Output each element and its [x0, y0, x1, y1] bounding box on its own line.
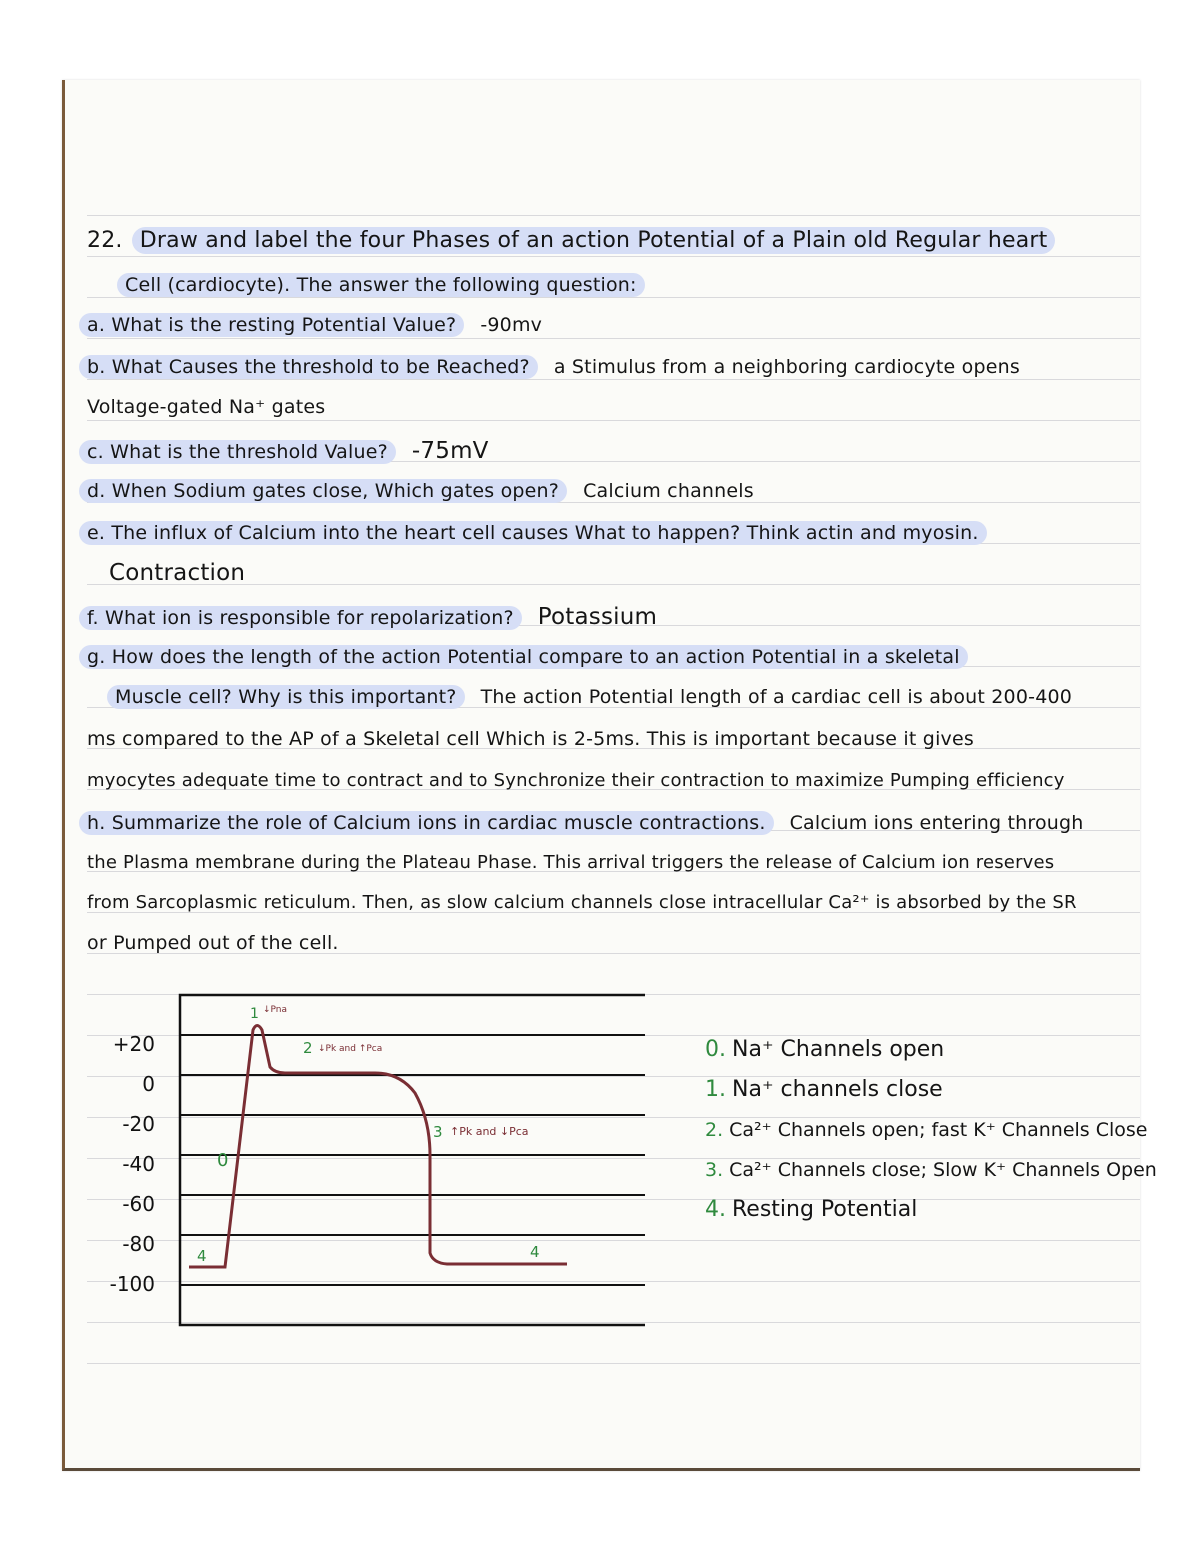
phase-0-label: 0: [217, 1150, 229, 1171]
item-e: [87, 522, 987, 544]
legend-text: Resting Potential: [732, 1197, 918, 1222]
phase-1-note: ↓Pna: [263, 1005, 288, 1015]
legend-number: 1.: [705, 1077, 726, 1102]
y-tick-label: 0: [142, 1072, 155, 1096]
item-h-cont-3: [87, 932, 339, 954]
phase-4-label: 4: [197, 1247, 207, 1265]
ruled-line: [87, 297, 1140, 298]
item-a-question: a. What is the resting Potential Value?: [79, 313, 464, 337]
y-tick-label: -100: [109, 1272, 155, 1296]
item-d-answer: Calcium channels: [583, 480, 754, 502]
notebook-page: [62, 80, 1157, 1471]
item-b-cont: [87, 396, 325, 418]
legend-number: 2.: [705, 1119, 724, 1141]
item-h: [87, 812, 1084, 834]
item-a: [87, 314, 542, 336]
item-h-cont-1: [87, 852, 1054, 873]
question-line-2: [125, 274, 645, 296]
item-g-cont-3: [87, 770, 1065, 791]
item-g-answer-1: The action Potential length of a cardiac cell is about 200-400: [480, 686, 1073, 708]
item-e-answer: Contraction: [109, 560, 246, 586]
item-f: [87, 604, 657, 630]
phase-2-label: 2: [303, 1039, 313, 1057]
y-tick-label: -80: [122, 1232, 155, 1256]
legend-number: 0.: [705, 1037, 726, 1062]
phase-2-note: ↓Pk and ↑Pca: [318, 1044, 383, 1054]
item-c-answer: -75mV: [411, 438, 489, 464]
legend-item: [705, 1150, 1157, 1190]
phase-legend: [705, 1030, 1157, 1230]
action-potential-graph: [85, 985, 645, 1345]
ruled-line: [87, 215, 1140, 216]
action-potential-curve: [189, 1026, 567, 1268]
legend-item: [705, 1190, 1157, 1230]
legend-text: Na⁺ channels close: [732, 1077, 943, 1102]
item-h-question: h. Summarize the role of Calcium ions in cardiac muscle contractions.: [79, 811, 774, 835]
y-tick-label: -20: [122, 1112, 155, 1136]
item-f-answer: Potassium: [537, 604, 658, 630]
question-text-2: Cell (cardiocyte). The answer the following question:: [117, 273, 645, 297]
ruled-line: [87, 420, 1140, 421]
item-h-answer-4: or Pumped out of the cell.: [87, 932, 339, 954]
item-g-cont-1: [115, 686, 1072, 708]
legend-number: 4.: [705, 1197, 726, 1222]
item-d: [87, 480, 754, 502]
item-c-question: c. What is the threshold Value?: [79, 440, 396, 464]
item-g-question-2: Muscle cell? Why is this important?: [107, 685, 465, 709]
legend-text: Ca²⁺ Channels close; Slow K⁺ Channels Open: [729, 1159, 1157, 1181]
ruled-line: [87, 1363, 1140, 1364]
legend-item: [705, 1030, 1157, 1070]
question-number: 22.: [87, 228, 123, 253]
item-b-question: b. What Causes the threshold to be Reached?: [79, 355, 538, 379]
item-b-answer-2: Voltage-gated Na⁺ gates: [87, 396, 326, 418]
item-d-question: d. When Sodium gates close, Which gates open?: [79, 479, 567, 503]
phase-1-label: 1: [250, 1006, 259, 1022]
graph-box: [180, 995, 645, 1325]
item-g-question-1: g. How does the length of the action Potential compare to an action Potential in a skeletal: [79, 645, 968, 669]
phase-3-label: 3: [433, 1123, 443, 1141]
item-h-answer-1: Calcium ions entering through: [789, 812, 1084, 834]
item-h-answer-2: the Plasma membrane during the Plateau Phase. This arrival triggers the release of Calcium ion reserves: [87, 852, 1055, 873]
item-e-cont: [109, 560, 245, 586]
legend-text: Ca²⁺ Channels open; fast K⁺ Channels Close: [729, 1119, 1148, 1141]
phase-3-note: ↑Pk and ↓Pca: [450, 1125, 529, 1138]
legend-number: 3.: [705, 1159, 724, 1181]
item-e-question: e. The influx of Calcium into the heart cell causes What to happen? Think actin and myosin.: [79, 521, 987, 545]
ruled-line: [87, 256, 1140, 257]
item-c: [87, 438, 489, 464]
item-g: [87, 646, 968, 668]
question-text-1: Draw and label the four Phases of an action Potential of a Plain old Regular heart: [132, 227, 1056, 254]
item-g-answer-3: myocytes adequate time to contract and to Synchronize their contraction to maximize Pumping efficiency: [87, 770, 1065, 791]
question-line-1: [87, 228, 1055, 253]
item-b: [87, 356, 1020, 378]
legend-item: [705, 1110, 1157, 1150]
y-tick-label: -40: [122, 1152, 155, 1176]
ruled-line: [87, 379, 1140, 380]
phase-4-label: 4: [530, 1243, 540, 1261]
y-tick-label: -60: [122, 1192, 155, 1216]
item-g-answer-2: ms compared to the AP of a Skeletal cell Which is 2-5ms. This is important because it gives: [87, 728, 974, 750]
legend-item: [705, 1070, 1157, 1110]
ruled-line: [87, 338, 1140, 339]
item-f-question: f. What ion is responsible for repolarization?: [79, 606, 522, 630]
item-h-answer-3: from Sarcoplasmic reticulum. Then, as slow calcium channels close intracellular Ca²⁺ is absorbed by the SR: [87, 892, 1077, 913]
item-g-cont-2: [87, 728, 974, 750]
legend-text: Na⁺ Channels open: [732, 1037, 945, 1062]
item-a-answer: -90mv: [480, 314, 543, 336]
item-h-cont-2: [87, 892, 1077, 913]
item-b-answer-1: a Stimulus from a neighboring cardiocyte opens: [553, 356, 1020, 378]
y-tick-label: +20: [112, 1032, 155, 1056]
